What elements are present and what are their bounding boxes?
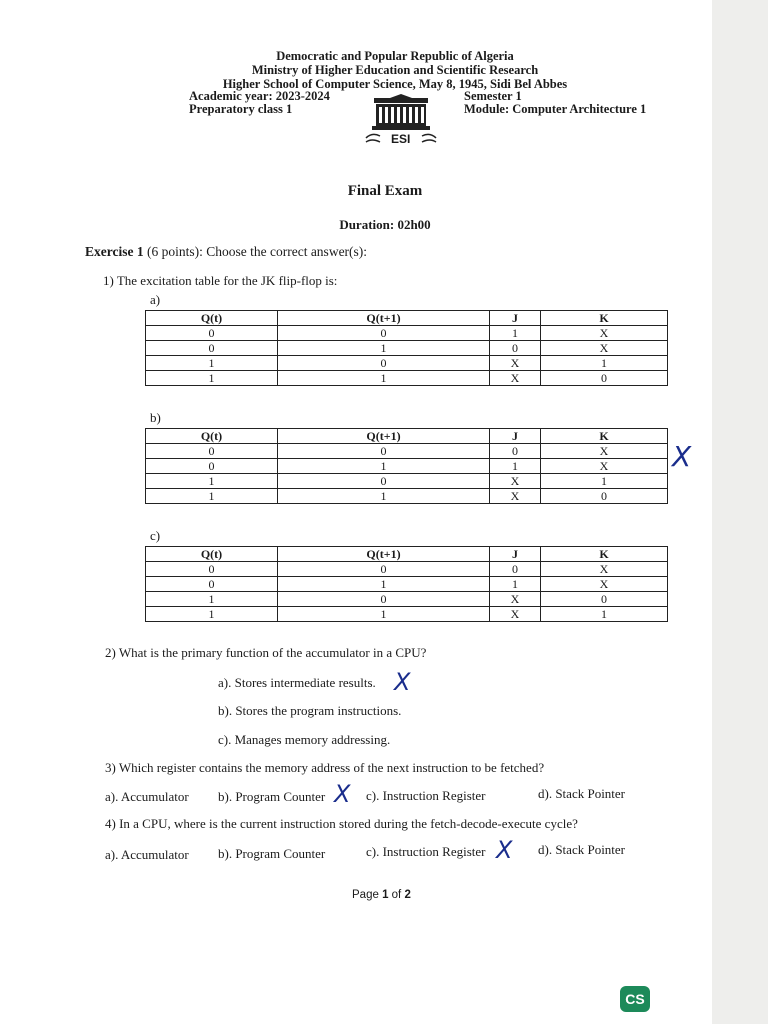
cell: 1 (490, 459, 541, 474)
table-row (146, 356, 668, 371)
page-of: of (388, 889, 405, 901)
exam-title: Final Exam (347, 183, 423, 199)
header-j: J (490, 311, 541, 326)
table-header-row (146, 429, 668, 444)
table-row (146, 592, 668, 607)
table-row (146, 489, 668, 504)
table-row (146, 371, 668, 386)
cell: 1 (146, 371, 278, 386)
cell: 0 (278, 444, 490, 459)
exercise-1-instructions: Choose the correct answer(s): (202, 244, 368, 259)
table-row (146, 326, 668, 341)
scan-background (712, 0, 768, 1024)
table-row (146, 459, 668, 474)
question-3: 3) Which register contains the memory address of the next instruction to be fetched? (105, 760, 545, 775)
cell: 1 (541, 607, 668, 622)
q1-option-a-label: a) (150, 292, 161, 307)
table-row (146, 341, 668, 356)
table-row (146, 577, 668, 592)
cell: 0 (278, 326, 490, 341)
header-q-t: Q(t) (146, 547, 278, 562)
cell: 0 (146, 326, 278, 341)
jk-table-b (145, 428, 668, 504)
cell: 1 (541, 474, 668, 489)
header-q-t1: Q(t+1) (278, 429, 490, 444)
q1-option-c-label: c) (150, 528, 161, 543)
cell: X (541, 459, 668, 474)
handwritten-mark-q1: X (672, 440, 692, 473)
cell: 0 (490, 562, 541, 577)
q4-option-c: c). Instruction Register (366, 844, 486, 859)
cell: 0 (146, 341, 278, 356)
q4-option-a: a). Accumulator (105, 847, 189, 862)
cell: X (541, 326, 668, 341)
cell: 0 (490, 341, 541, 356)
school-logo (360, 94, 442, 150)
handwritten-mark-q3: X (334, 780, 351, 808)
question-4: 4) In a CPU, where is the current instruction stored during the fetch-decode-execute cycle? (105, 816, 578, 831)
table-header-row (146, 311, 668, 326)
q3-option-c: c). Instruction Register (366, 788, 486, 803)
page-prefix: Page (352, 889, 383, 901)
cell: 0 (541, 489, 668, 504)
cell: 1 (278, 459, 490, 474)
exercise-1-label: Exercise 1 (85, 244, 144, 259)
cell: 0 (278, 562, 490, 577)
cell: 0 (490, 444, 541, 459)
header-q-t1: Q(t+1) (278, 547, 490, 562)
jk-table-c (145, 546, 668, 622)
table-row (146, 474, 668, 489)
cell: 1 (278, 577, 490, 592)
cell: 1 (146, 592, 278, 607)
header-j: J (490, 547, 541, 562)
cell: X (541, 341, 668, 356)
q2-option-b: b). Stores the program instructions. (218, 703, 402, 718)
handwritten-mark-q2: X (394, 668, 411, 696)
cell: 1 (278, 489, 490, 504)
handwritten-mark-q4: X (496, 836, 513, 864)
cell: 0 (146, 444, 278, 459)
q1-option-b-label: b) (150, 410, 161, 425)
exercise-1-points: (6 points): (143, 244, 203, 259)
cell: 0 (541, 371, 668, 386)
preparatory-class: Preparatory class 1 (189, 102, 293, 116)
page-indicator (352, 889, 411, 901)
table-row (146, 607, 668, 622)
cell: X (490, 489, 541, 504)
cell: 1 (146, 474, 278, 489)
cell: 0 (278, 474, 490, 489)
header-q-t: Q(t) (146, 311, 278, 326)
academic-year: Academic year: 2023-2024 (189, 89, 330, 103)
cell: 1 (278, 371, 490, 386)
header-k: K (541, 429, 668, 444)
header-k: K (541, 547, 668, 562)
q3-option-b: b). Program Counter (218, 789, 326, 804)
q3-option-d: d). Stack Pointer (538, 786, 626, 801)
cell: 0 (278, 592, 490, 607)
cell: 1 (146, 607, 278, 622)
cell: 0 (146, 577, 278, 592)
cell: X (541, 562, 668, 577)
cell: X (541, 444, 668, 459)
page-number: 1 (382, 889, 389, 901)
cell: X (490, 356, 541, 371)
exercise-1-title (85, 244, 367, 260)
cell: X (490, 592, 541, 607)
semester: Semester 1 (464, 89, 522, 103)
cell: 1 (490, 577, 541, 592)
cell: 1 (146, 356, 278, 371)
cell: 0 (541, 592, 668, 607)
question-2: 2) What is the primary function of the accumulator in a CPU? (105, 645, 427, 660)
header-q-t: Q(t) (146, 429, 278, 444)
header-line-2: Ministry of Higher Education and Scientific Research (251, 63, 539, 77)
cell: 0 (146, 459, 278, 474)
q2-option-c: c). Manages memory addressing. (218, 732, 391, 747)
table-row (146, 444, 668, 459)
table-row (146, 562, 668, 577)
header-q-t1: Q(t+1) (278, 311, 490, 326)
q2-option-a: a). Stores intermediate results. (218, 675, 376, 690)
q4-option-d: d). Stack Pointer (538, 842, 626, 857)
cell: 0 (146, 562, 278, 577)
header-j: J (490, 429, 541, 444)
cell: X (490, 474, 541, 489)
jk-table-a (145, 310, 668, 386)
exam-duration: Duration: 02h00 (339, 217, 431, 232)
cell: 1 (146, 489, 278, 504)
module: Module: Computer Architecture 1 (464, 102, 647, 116)
question-1: 1) The excitation table for the JK flip-flop is: (103, 273, 338, 288)
cell: 1 (278, 607, 490, 622)
cell: 1 (490, 326, 541, 341)
table-header-row (146, 547, 668, 562)
cell: 1 (278, 341, 490, 356)
cell: X (490, 607, 541, 622)
header-line-1: Democratic and Popular Republic of Algeria (276, 49, 514, 63)
logo-wordmark: ESI (391, 132, 411, 146)
header-k: K (541, 311, 668, 326)
camscanner-badge-icon: CS (620, 986, 650, 1012)
q4-option-b: b). Program Counter (218, 846, 326, 861)
page-total: 2 (404, 889, 411, 901)
cell: X (490, 371, 541, 386)
cell: X (541, 577, 668, 592)
cell: 1 (541, 356, 668, 371)
header-line-3: Higher School of Computer Science, May 8, 1945, Sidi Bel Abbes (222, 77, 568, 91)
q3-option-a: a). Accumulator (105, 789, 189, 804)
cell: 0 (278, 356, 490, 371)
